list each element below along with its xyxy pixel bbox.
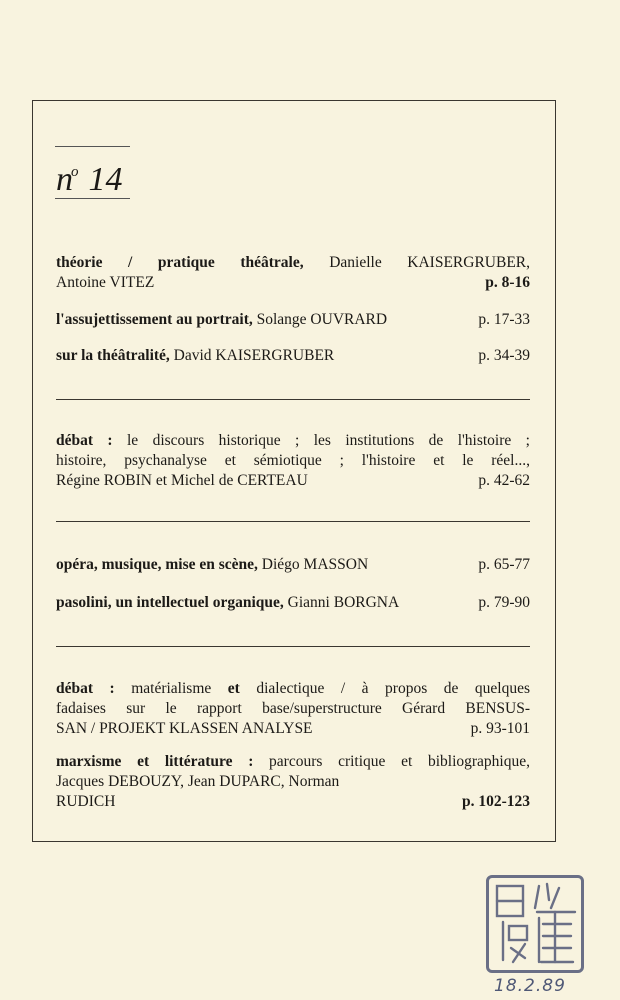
toc-entry: débat : le discours historique ; les institutions de l'histoire ; histoire, psychanalyse et sémiotique ; l'histoire et le réel..., Régine ROBIN et Michel de CERTEAU p. 42-62	[56, 432, 530, 489]
section-divider	[56, 646, 530, 647]
toc-entry: opéra, musique, mise en scène, Diégo MASSON p. 65-77	[56, 556, 530, 573]
toc-entry: débat : matérialisme et dialectique / à propos de quelques fadaises sur le rapport base/superstructure Gérard BENSUS- SAN / PROJEKT KLASSEN ANALYSE p. 93-101	[56, 680, 530, 737]
toc-entry: marxisme et littérature : parcours critique et bibliographique, Jacques DEBOUZY, Jean DUPARC, Norman RUDICH p. 102-123	[56, 753, 530, 810]
toc-entry: sur la théâtralité, David KAISERGRUBER p. 34-39	[56, 347, 530, 364]
toc-entry: l'assujettissement au portrait, Solange OUVRARD p. 17-33	[56, 311, 530, 328]
issue-rule-top	[55, 146, 130, 147]
issue-number: $n^o$ 14	[56, 161, 123, 198]
toc-entry: théorie / pratique théâtrale, Danielle KAISERGRUBER, Antoine VITEZ p. 8-16	[56, 254, 530, 291]
seal-glyphs-icon	[489, 878, 581, 970]
toc-entry: pasolini, un intellectuel organique, Gianni BORGNA p. 79-90	[56, 594, 530, 611]
library-seal-stamp	[486, 875, 584, 973]
handwritten-date: 18.2.89	[494, 976, 566, 996]
issue-rule-bottom	[55, 198, 130, 199]
section-divider	[56, 521, 530, 522]
section-divider	[56, 399, 530, 400]
